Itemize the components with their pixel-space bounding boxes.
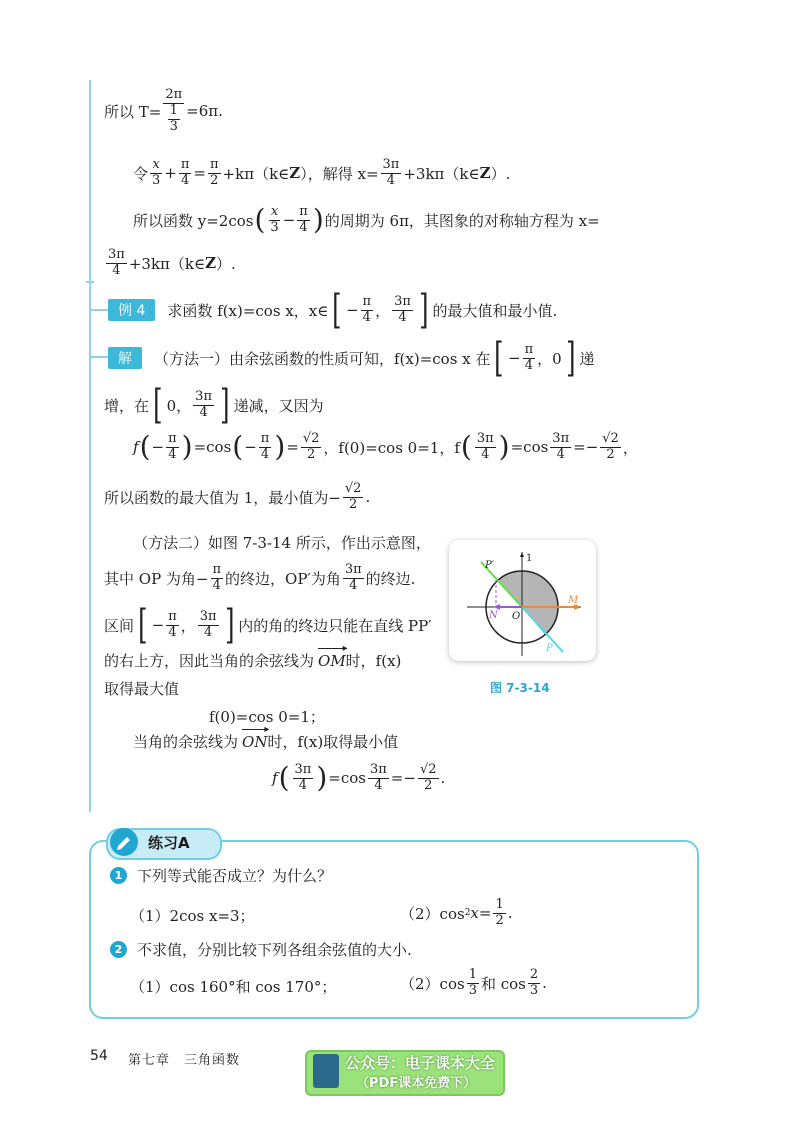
text: ）. — [216, 254, 236, 273]
numerator: 3π — [394, 293, 411, 309]
text: ，f(0)=cos 0=1，f — [323, 438, 460, 457]
text: − — [244, 438, 257, 457]
denominator: 4 — [362, 309, 371, 325]
denominator: 4 — [556, 446, 565, 462]
text: ， — [375, 301, 391, 320]
denominator: 4 — [168, 446, 177, 462]
bracket: ] — [565, 335, 576, 381]
practice-title: 练习A — [148, 834, 190, 852]
numerator: π — [260, 431, 270, 446]
text-line — [133, 205, 600, 236]
text-line — [104, 382, 324, 428]
question-part: （1）2cos x=3； — [130, 907, 255, 925]
text: = — [193, 164, 206, 183]
text: 的终边. — [365, 569, 416, 588]
text: 所以 T= — [104, 102, 162, 121]
text: f — [272, 769, 278, 788]
label-p: P — [546, 643, 553, 654]
fraction — [193, 390, 214, 421]
numerator: π — [180, 157, 190, 172]
denominator: 4 — [260, 446, 270, 462]
text: − — [282, 211, 296, 230]
text: 递减，又因为 — [233, 396, 324, 415]
fraction — [467, 968, 479, 999]
text: 的最大值和最小值. — [432, 301, 558, 320]
fraction — [361, 295, 374, 326]
fraction — [179, 158, 192, 189]
text: 当角的余弦线为 — [133, 733, 239, 751]
denominator: 4 — [398, 309, 407, 325]
text: 所以函数 y=2cos — [133, 211, 254, 230]
fraction — [198, 610, 219, 641]
denominator: 2 — [306, 446, 316, 462]
denominator: 2 — [606, 446, 615, 462]
text: Z — [289, 164, 301, 183]
text: 求函数 f(x)=cos x，x∈ — [167, 301, 329, 320]
tag-connector — [89, 309, 109, 311]
text: 时，f(x)取得最小值 — [267, 733, 399, 751]
numerator: π — [168, 608, 177, 624]
fraction — [392, 295, 413, 326]
text: OM — [318, 651, 346, 670]
label-n: N — [489, 610, 498, 621]
fraction — [293, 763, 314, 794]
fraction — [418, 763, 439, 794]
fraction — [259, 432, 272, 463]
paren: ) — [498, 430, 510, 464]
text: ）. — [490, 164, 511, 183]
label-p-prime: P′ — [485, 560, 494, 571]
denominator: 3 — [529, 982, 539, 998]
numerator: 1 — [468, 967, 477, 982]
numerator: π — [210, 157, 219, 172]
numerator: π — [168, 431, 177, 446]
text: 增，在 — [104, 396, 150, 415]
text: . — [440, 769, 446, 788]
text-line — [104, 602, 432, 648]
paren: ( — [278, 761, 290, 795]
question-part: （1）cos 160°和 cos 170°； — [130, 978, 337, 996]
arrow-head-icon: ▸ — [264, 723, 270, 735]
text: − — [508, 349, 521, 367]
pencil-icon — [110, 828, 138, 856]
text: +kπ（k∈ — [222, 164, 290, 183]
paren: ) — [181, 430, 193, 464]
figure-caption: 图 7-3-14 — [490, 681, 550, 695]
text-line: （方法二）如图 7-3-14 所示，作出示意图， — [133, 534, 431, 552]
text: （2）cos — [400, 904, 465, 923]
text: =cos — [510, 438, 549, 457]
paren: ( — [139, 430, 151, 464]
bracket: ] — [419, 287, 429, 333]
numerator: π — [299, 204, 308, 219]
fraction — [106, 248, 127, 279]
solution-line — [108, 335, 595, 381]
vector-arrow — [318, 648, 346, 649]
text: x= — [470, 904, 492, 923]
question-text: 不求值，分别比较下列各组余弦值的大小. — [137, 941, 412, 959]
text: 内的角的终边只能在直线 PP′ — [238, 616, 432, 635]
margin-rule — [89, 80, 91, 812]
numerator: 3π — [344, 562, 362, 577]
rule-mark — [86, 281, 94, 283]
text: +3kπ（k∈ — [128, 254, 206, 273]
denominator: 4 — [181, 172, 190, 188]
question-number: 2 — [110, 941, 127, 958]
bracket: [ — [332, 287, 342, 333]
text: − — [151, 438, 165, 457]
denominator: 4 — [112, 262, 121, 278]
denominator: 2 — [349, 496, 358, 512]
example-tag: 例 4 — [108, 299, 155, 321]
text-line — [104, 482, 370, 513]
numerator: √2 — [419, 762, 437, 777]
fraction — [343, 482, 364, 513]
text: 0， — [166, 396, 192, 415]
practice-icon — [110, 828, 138, 856]
fraction — [523, 343, 536, 374]
text: 的右上方，因此当角的余弦线为 — [104, 652, 315, 670]
question-part — [400, 968, 547, 999]
numerator: π — [362, 293, 372, 309]
paren: ) — [274, 430, 286, 464]
fraction — [493, 898, 505, 929]
fraction — [166, 610, 179, 641]
denominator: 4 — [524, 357, 534, 373]
text-line — [104, 88, 223, 135]
fraction — [211, 563, 224, 594]
numerator: 2π — [165, 87, 183, 102]
text-line — [104, 563, 415, 594]
text: （方法一）由余弦函数的性质可知，f(x)=cos x 在 — [154, 349, 491, 368]
denominator: 4 — [212, 577, 221, 593]
text: +3kπ（k∈ — [403, 164, 480, 183]
fraction — [343, 563, 364, 594]
denominator: 2 — [495, 912, 504, 928]
paren: ) — [316, 761, 328, 795]
text: =− — [390, 769, 416, 788]
text-line — [272, 763, 445, 794]
fraction — [600, 432, 621, 463]
vector-om — [318, 642, 348, 670]
bracket: ] — [224, 602, 235, 648]
label-one: 1 — [526, 553, 533, 564]
denominator: 3 — [270, 219, 279, 235]
numerator: x — [152, 157, 160, 172]
denominator: 4 — [349, 577, 358, 593]
numerator: 1 — [495, 897, 504, 912]
example-4 — [108, 287, 558, 333]
bracket: [ — [153, 382, 163, 428]
label-o: O — [512, 611, 521, 622]
label-m: M — [568, 595, 579, 606]
numerator: √2 — [302, 431, 320, 446]
text: ON — [242, 732, 268, 751]
text-line: f(0)=cos 0=1； — [209, 708, 325, 726]
fraction — [166, 432, 179, 463]
denominator — [164, 104, 184, 135]
vector-on — [242, 723, 270, 751]
text: f — [133, 438, 139, 457]
figure-7-3-14 — [449, 540, 596, 661]
text: 令 — [133, 164, 149, 183]
text: − — [345, 301, 359, 319]
text: − — [151, 616, 165, 634]
chapter-title: 第七章 三角函数 — [128, 1053, 241, 1068]
denominator: 3 — [468, 982, 477, 998]
bracket: [ — [138, 602, 148, 648]
text: ，0 — [537, 349, 562, 368]
numerator: 3π — [552, 431, 570, 446]
text-line — [104, 642, 402, 671]
denominator: 4 — [298, 777, 308, 793]
paren: ) — [312, 203, 324, 237]
fraction — [208, 158, 221, 189]
text: + — [164, 164, 177, 183]
denominator: 3 — [152, 172, 161, 188]
fraction — [550, 432, 571, 463]
numerator: 3π — [369, 762, 387, 777]
text: 所以函数的最大值为 1，最小值为− — [104, 488, 341, 507]
denominator: 4 — [204, 624, 213, 640]
text: =cos — [328, 769, 366, 788]
text: =6π. — [186, 102, 223, 121]
text: 和 cos — [480, 974, 526, 993]
tag-connector — [89, 356, 109, 358]
unit-circle-diagram — [449, 540, 596, 661]
question-2 — [110, 939, 412, 960]
text: ， — [622, 438, 638, 457]
numerator: 3π — [294, 762, 312, 777]
fraction — [368, 763, 389, 794]
question-1 — [110, 865, 332, 886]
text-line: 取得最大值 — [104, 680, 180, 698]
denominator: 4 — [386, 172, 396, 188]
denominator: 3 — [169, 118, 178, 134]
text-line — [133, 723, 399, 752]
question-text: 下列等式能否成立？为什么？ — [137, 867, 333, 885]
watermark-line-2: （PDF课本免费下） — [356, 1076, 477, 1091]
fraction — [297, 205, 310, 236]
text-line — [104, 248, 236, 279]
denominator: 4 — [481, 446, 490, 462]
text: ），解得 x= — [300, 164, 379, 183]
numerator: x — [270, 204, 279, 219]
numerator: 3π — [476, 431, 494, 446]
text: =− — [573, 438, 599, 457]
numerator: π — [524, 341, 534, 357]
denominator: 4 — [374, 777, 383, 793]
text: 区间 — [104, 616, 135, 635]
denominator: 4 — [299, 219, 308, 235]
question-part — [400, 898, 513, 929]
fraction — [381, 158, 402, 189]
fraction — [268, 205, 280, 236]
text: . — [365, 488, 371, 507]
text: Z — [205, 254, 217, 273]
text: （2）cos — [400, 974, 465, 993]
solution-tag: 解 — [108, 347, 142, 369]
numerator: 1 — [169, 102, 178, 118]
paren: ( — [254, 203, 266, 237]
text: 其中 OP 为角− — [104, 569, 209, 588]
numerator: √2 — [602, 431, 619, 446]
fraction — [168, 104, 180, 135]
denominator: 4 — [199, 404, 208, 420]
fraction — [150, 158, 162, 189]
denominator: 4 — [168, 624, 177, 640]
fraction — [528, 968, 540, 999]
numerator: 3π — [382, 157, 400, 172]
text: 递 — [579, 349, 595, 368]
arrow-head-icon: ▸ — [342, 642, 348, 654]
text: Z — [479, 164, 491, 183]
paren: ( — [232, 430, 244, 464]
text: 的周期为 6π，其图象的对称轴方程为 x= — [324, 211, 600, 230]
fraction — [475, 432, 496, 463]
numerator: 3π — [199, 608, 217, 624]
text-line — [133, 158, 510, 189]
bracket: [ — [494, 335, 504, 381]
bracket: ] — [220, 382, 230, 428]
superscript: 2 — [464, 908, 471, 919]
denominator: 2 — [210, 172, 219, 188]
book-icon — [313, 1054, 339, 1088]
page-number: 54 — [90, 1048, 108, 1064]
numerator: 2 — [529, 967, 539, 982]
text-line — [133, 432, 638, 463]
text: = — [286, 438, 299, 457]
paren: ( — [460, 430, 472, 464]
text: . — [507, 904, 513, 923]
fraction — [301, 432, 322, 463]
text: 的终边，OP′为角 — [225, 569, 341, 588]
text: . — [542, 974, 547, 993]
question-number: 1 — [110, 867, 127, 884]
numerator: π — [212, 562, 222, 577]
y-axis-arrow-icon — [520, 552, 524, 557]
text: ， — [180, 616, 196, 635]
numerator: 3π — [195, 388, 212, 404]
numerator: 3π — [108, 247, 125, 262]
fraction — [163, 88, 184, 135]
watermark-line-1: 公众号：电子课本大全 — [345, 1054, 496, 1072]
numerator: √2 — [344, 481, 362, 496]
text: =cos — [193, 438, 232, 457]
text: 时，f(x) — [345, 652, 402, 670]
denominator: 2 — [424, 777, 433, 793]
